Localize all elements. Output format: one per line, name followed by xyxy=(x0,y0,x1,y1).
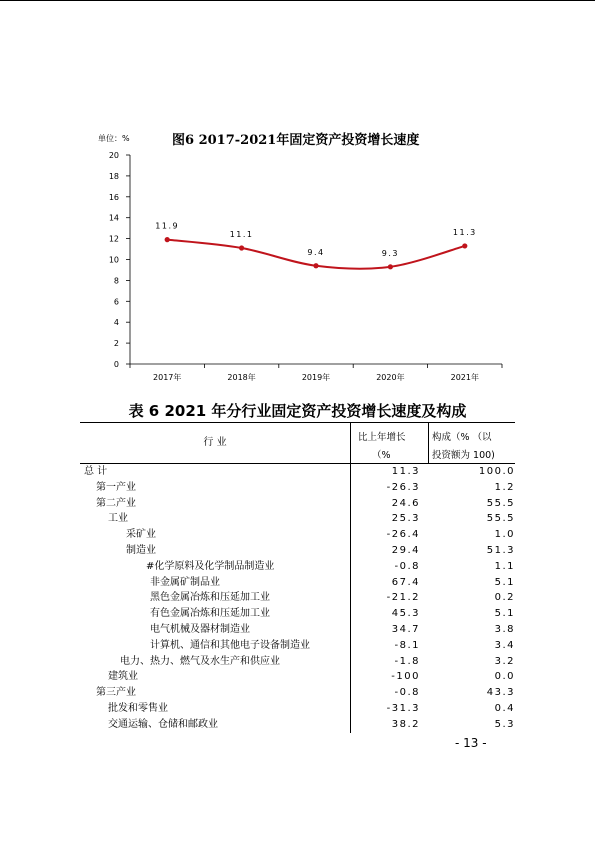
header-growth-line2: （% xyxy=(372,450,391,461)
industry-name: 非金属矿制品业 xyxy=(150,576,220,588)
growth-value: -0.8 xyxy=(394,687,420,699)
composition-value: 3.8 xyxy=(494,623,515,635)
industry-name-cell xyxy=(80,559,351,575)
industry-name: 黑色金属冶炼和压延加工业 xyxy=(150,592,270,604)
composition-value: 55.5 xyxy=(486,513,515,525)
industry-name: 第一产业 xyxy=(96,481,136,493)
industry-name: 电力、热力、燃气及水生产和供应业 xyxy=(120,655,280,667)
industry-name: 采矿业 xyxy=(126,529,156,541)
data-label: 11.1 xyxy=(229,230,254,240)
x-tick-label: 2019年 xyxy=(301,373,331,382)
data-point xyxy=(165,237,170,242)
composition-value: 5.3 xyxy=(494,718,515,730)
table-body xyxy=(80,464,515,733)
industry-name-cell xyxy=(80,464,351,480)
composition-value: 5.1 xyxy=(494,608,515,620)
line-chart xyxy=(0,0,595,400)
table-row xyxy=(80,654,515,670)
table-row xyxy=(80,511,515,527)
growth-value: -1.8 xyxy=(394,655,420,667)
growth-value: -21.2 xyxy=(386,592,420,604)
industry-name: #化学原料及化学制品制造业 xyxy=(146,560,275,572)
header-composition xyxy=(428,423,515,463)
industry-name-cell xyxy=(80,496,351,512)
composition-value: 0.0 xyxy=(494,671,515,683)
composition-value: 51.3 xyxy=(486,544,515,556)
industry-name-cell xyxy=(80,575,351,591)
industry-name-cell xyxy=(80,669,351,685)
industry-name-cell xyxy=(80,511,351,527)
y-tick-label: 6 xyxy=(113,297,119,307)
x-tick-label: 2018年 xyxy=(227,373,256,382)
y-tick-label: 10 xyxy=(108,255,119,265)
industry-name: 制造业 xyxy=(126,544,156,556)
table-row xyxy=(80,464,515,480)
table-title: 表 6 2021 年分行业固定资产投资增长速度及构成 xyxy=(128,402,467,420)
table-row xyxy=(80,717,515,733)
header-growth xyxy=(350,423,429,463)
industry-name-cell xyxy=(80,654,351,670)
composition-value: 3.2 xyxy=(494,655,515,667)
composition-value: 1.1 xyxy=(494,560,515,572)
industry-name-cell xyxy=(80,590,351,606)
growth-value: -100 xyxy=(391,671,420,683)
growth-value: 45.3 xyxy=(391,608,420,620)
chart-unit-label: 单位：% xyxy=(98,134,130,143)
data-point xyxy=(462,243,467,248)
table-row xyxy=(80,559,515,575)
table-header xyxy=(80,422,515,464)
y-tick-label: 4 xyxy=(113,318,119,328)
table-row xyxy=(80,480,515,496)
table-row xyxy=(80,606,515,622)
industry-name: 工业 xyxy=(108,513,128,525)
industry-name: 批发和零售业 xyxy=(108,702,168,714)
table-row xyxy=(80,575,515,591)
data-point xyxy=(388,264,393,269)
header-comp-line2: 投资额为 100) xyxy=(432,450,495,461)
table-row xyxy=(80,685,515,701)
industry-name-cell xyxy=(80,717,351,733)
y-tick-label: 2 xyxy=(113,339,119,349)
growth-value: -8.1 xyxy=(394,639,420,651)
table-row xyxy=(80,496,515,512)
header-industry: 行 业 xyxy=(80,423,351,463)
composition-value: 1.2 xyxy=(494,481,515,493)
y-tick-label: 18 xyxy=(108,171,119,181)
data-label: 11.9 xyxy=(155,221,180,231)
industry-name-cell xyxy=(80,701,351,717)
page-number: - 13 - xyxy=(455,736,487,750)
table-row xyxy=(80,638,515,654)
header-comp-line1: 构成（% （以 xyxy=(432,432,492,443)
industry-name: 电气机械及器材制造业 xyxy=(150,623,250,635)
growth-value: 67.4 xyxy=(391,576,420,588)
growth-value: 24.6 xyxy=(391,497,420,509)
industry-name: 有色金属冶炼和压延加工业 xyxy=(150,608,270,620)
header-growth-line1: 比上年增长 xyxy=(358,432,406,443)
data-label: 9.4 xyxy=(307,247,325,257)
y-tick-label: 16 xyxy=(108,192,119,202)
growth-value: -0.8 xyxy=(394,560,420,572)
data-label: 11.3 xyxy=(452,227,477,237)
industry-name: 计算机、通信和其他电子设备制造业 xyxy=(150,639,310,651)
growth-value: 34.7 xyxy=(391,623,420,635)
x-tick-label: 2017年 xyxy=(153,373,182,382)
growth-value: 25.3 xyxy=(391,513,420,525)
industry-name-cell xyxy=(80,638,351,654)
composition-value: 3.4 xyxy=(494,639,515,651)
table-row xyxy=(80,543,515,559)
industry-name: 交通运输、仓储和邮政业 xyxy=(108,718,218,730)
composition-value: 5.1 xyxy=(494,576,515,588)
industry-name-cell xyxy=(80,527,351,543)
growth-value: 29.4 xyxy=(391,544,420,556)
composition-value: 0.4 xyxy=(494,702,515,714)
data-point xyxy=(239,245,244,250)
composition-value: 55.5 xyxy=(486,497,515,509)
growth-value: 11.3 xyxy=(391,466,420,477)
table-row xyxy=(80,622,515,638)
industry-investment-table xyxy=(80,422,515,733)
composition-value: 1.0 xyxy=(494,529,515,541)
industry-name: 总 计 xyxy=(84,466,108,477)
chart-title: 图6 2017-2021年固定资产投资增长速度 xyxy=(172,133,420,148)
industry-name-cell xyxy=(80,622,351,638)
y-tick-label: 0 xyxy=(113,360,119,369)
table-row xyxy=(80,669,515,685)
data-point xyxy=(313,263,318,268)
x-tick-label: 2021年 xyxy=(450,373,479,382)
growth-value: -26.4 xyxy=(386,529,420,541)
industry-name-cell xyxy=(80,685,351,701)
industry-name: 第二产业 xyxy=(96,497,136,509)
industry-name-cell xyxy=(80,480,351,496)
industry-name-cell xyxy=(80,606,351,622)
composition-value: 0.2 xyxy=(494,592,515,604)
growth-value: -31.3 xyxy=(386,702,420,714)
y-tick-label: 14 xyxy=(108,213,119,223)
y-tick-label: 20 xyxy=(108,151,119,160)
growth-value: -26.3 xyxy=(386,481,420,493)
x-tick-label: 2020年 xyxy=(376,373,405,382)
growth-value: 38.2 xyxy=(391,718,420,730)
industry-name: 建筑业 xyxy=(108,671,138,683)
industry-name: 第三产业 xyxy=(96,687,136,699)
table-row xyxy=(80,527,515,543)
industry-name-cell xyxy=(80,543,351,559)
table-row xyxy=(80,590,515,606)
composition-value: 43.3 xyxy=(486,687,515,699)
data-label: 9.3 xyxy=(381,248,400,258)
table-row xyxy=(80,701,515,717)
composition-value: 100.0 xyxy=(478,466,515,477)
y-tick-label: 12 xyxy=(108,234,119,244)
y-tick-label: 8 xyxy=(113,276,119,286)
